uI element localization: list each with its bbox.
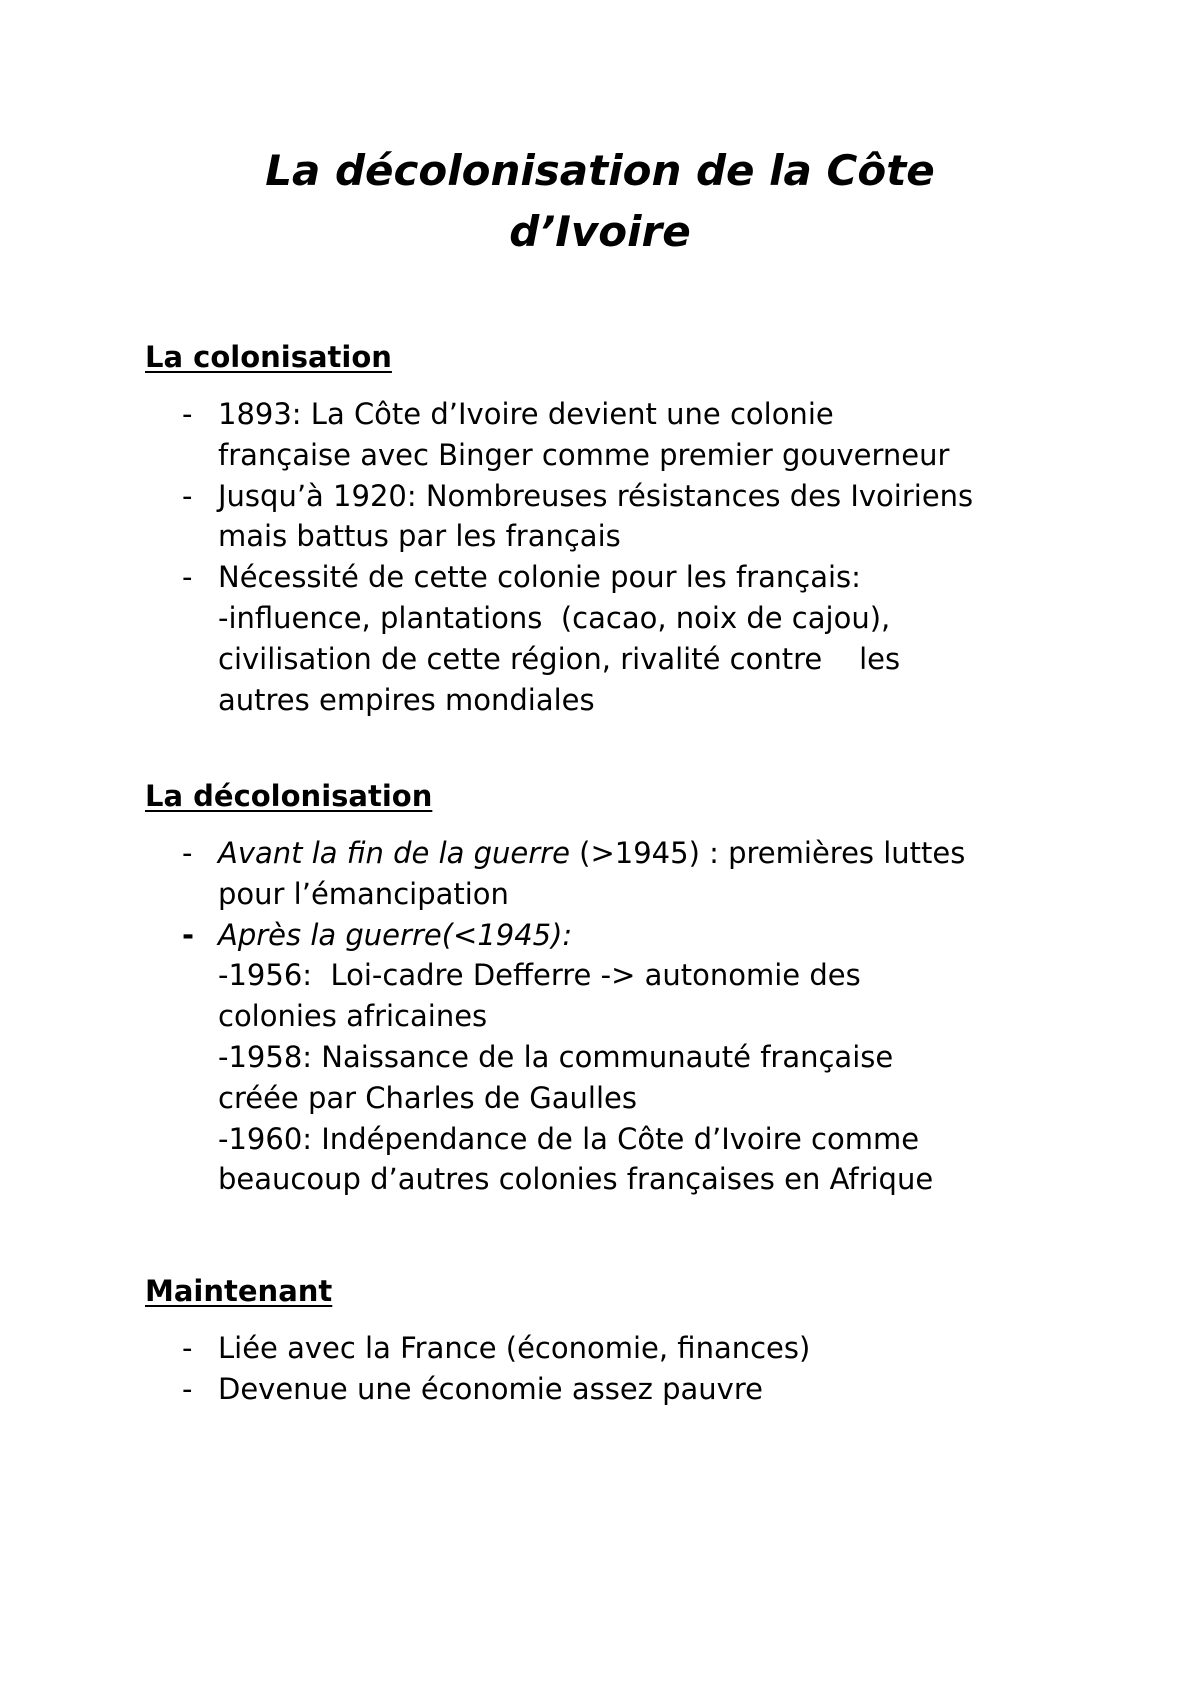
list-item [0, 557, 1200, 720]
item-text-line: -1960: Indépendance de la Côte d’Ivoire comme [218, 1121, 920, 1156]
item-text-line: -influence, plantations (cacao, noix de cajou), [218, 600, 891, 635]
list-item [0, 394, 1200, 476]
list-item [0, 833, 1200, 915]
bullet-dash: - [182, 917, 195, 952]
item-text-line: -1958: Naissance de la communauté française [218, 1039, 894, 1074]
item-text-line: française avec Binger comme premier gouverneur [218, 437, 950, 472]
item-text-line: créée par Charles de Gaulles [218, 1080, 637, 1115]
bullet-dash: - [182, 836, 193, 870]
item-text-line: mais battus par les français [218, 519, 621, 554]
title-line-1: La décolonisation de la Côte [265, 146, 935, 195]
list-item [0, 476, 1200, 558]
list-item [0, 1369, 1200, 1410]
bullet-dash: - [182, 478, 193, 513]
bullet-dash: - [182, 560, 193, 595]
item-text-line: pour l’émancipation [218, 876, 509, 911]
list-decolonisation [0, 833, 1200, 1200]
item-text-line: civilisation de cette région, rivalité contre les [218, 641, 901, 676]
bullet-dash: - [182, 397, 193, 431]
list-item [0, 915, 1200, 1201]
item-text-line [218, 833, 1200, 874]
list-maintenant [0, 1328, 1200, 1410]
item-text-line: Liée avec la France (économie, finances) [218, 1331, 811, 1365]
item-text-line: Devenue une économie assez pauvre [218, 1371, 763, 1406]
section-heading-colonisation: La colonisation [145, 340, 392, 374]
list-colonisation [0, 394, 1200, 720]
document-title [100, 140, 1100, 262]
title-line-2: d’Ivoire [509, 207, 691, 256]
item-italic-text: Après la guerre(<1945): [218, 917, 573, 952]
item-text-line: autres empires mondiales [218, 682, 595, 717]
item-text-line: 1893: La Côte d’Ivoire devient une colonie [218, 397, 834, 431]
section-heading-maintenant: Maintenant [145, 1274, 333, 1308]
item-italic-text: Avant la fin de la guerre [218, 836, 570, 870]
list-item [0, 1328, 1200, 1369]
item-text-line: colonies africaines [218, 999, 488, 1034]
bullet-dash: - [182, 1331, 193, 1365]
item-text-line: -1956: Loi-cadre Defferre -> autonomie des [218, 958, 861, 993]
section-heading-decolonisation: La décolonisation [145, 779, 433, 813]
item-text-line: Nécessité de cette colonie pour les français: [218, 560, 861, 595]
item-text-line: Jusqu’à 1920: Nombreuses résistances des Ivoiriens [218, 478, 974, 513]
item-text: (>1945) : premières luttes [569, 836, 966, 870]
item-text-line: beaucoup d’autres colonies françaises en Afrique [218, 1162, 934, 1197]
bullet-dash: - [182, 1371, 193, 1406]
